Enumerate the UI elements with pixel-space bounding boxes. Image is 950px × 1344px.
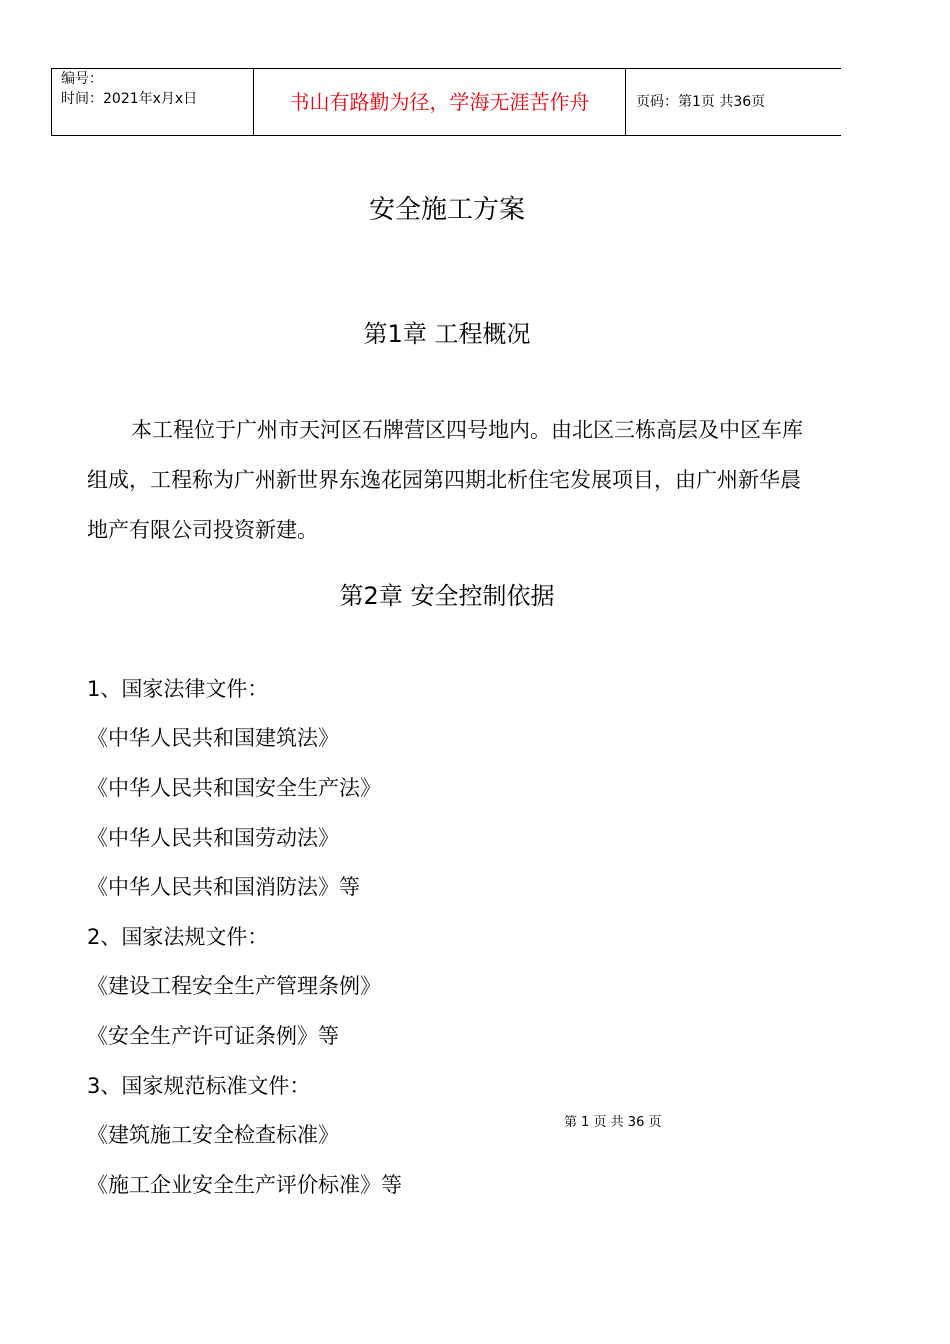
list-item: 《施工企业安全生产评价标准》等 xyxy=(87,1173,402,1197)
chapter-1-paragraph: 本工程位于广州市天河区石牌营区四号地内。由北区三栋高层及中区车库组成，工程称为广州新世界东逸花园第四期北析住宅发展项目，由广州新华晨地产有限公司投资新建。 xyxy=(87,418,803,542)
document-number-label: 编号： xyxy=(61,71,103,87)
list-item: 《中华人民共和国消防法》等 xyxy=(87,875,360,899)
list-item: 《中华人民共和国劳动法》 xyxy=(87,826,339,850)
header-info-cell xyxy=(52,69,254,135)
list-item: 《建设工程安全生产管理条例》 xyxy=(87,974,381,998)
header-table xyxy=(51,68,841,136)
list-item: 《中华人民共和国建筑法》 xyxy=(87,726,339,750)
footer-page-number: 第 1 页 共 36 页 xyxy=(564,1115,662,1130)
header-motto: 书山有路勤为径，学海无涯苦作舟 xyxy=(254,69,626,135)
list-item: 1、国家法律文件： xyxy=(87,677,269,701)
list-item: 2、国家法规文件： xyxy=(87,925,269,949)
chapter-1-heading: 第1章 工程概况 xyxy=(363,320,531,348)
list-item: 《建筑施工安全检查标准》 xyxy=(87,1123,339,1147)
list-item: 《安全生产许可证条例》等 xyxy=(87,1024,339,1048)
list-item: 《中华人民共和国安全生产法》 xyxy=(87,776,381,800)
header-page-info: 页码：第1页 共36页 xyxy=(636,94,766,110)
chapter-2-heading: 第2章 安全控制依据 xyxy=(339,582,555,610)
document-title: 安全施工方案 xyxy=(368,195,525,225)
document-time-label: 时间：2021年x月x日 xyxy=(61,91,198,107)
list-item: 3、国家规范标准文件： xyxy=(87,1074,311,1098)
